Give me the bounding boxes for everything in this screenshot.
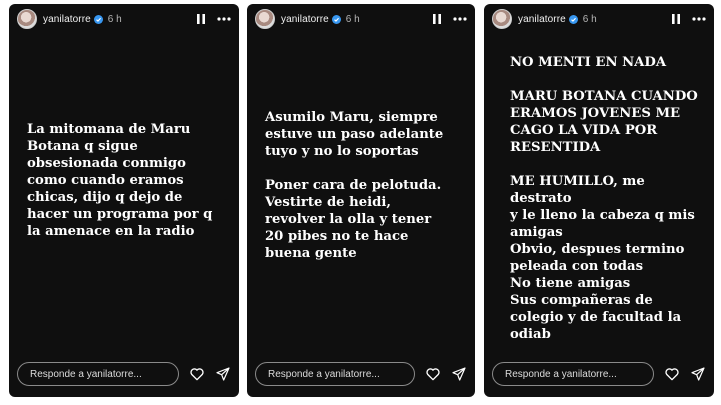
username[interactable]: yanilatorre [281, 13, 329, 25]
story-panel-1[interactable] [9, 4, 239, 397]
send-icon[interactable] [690, 366, 706, 382]
avatar[interactable] [255, 9, 275, 29]
verified-badge-icon [94, 15, 103, 24]
username[interactable]: yanilatorre [43, 13, 91, 25]
post-time: 6 h [345, 13, 360, 25]
story-header [492, 8, 706, 30]
post-time: 6 h [107, 13, 122, 25]
heart-icon[interactable] [664, 366, 680, 382]
more-options-icon[interactable] [692, 17, 706, 21]
pause-icon[interactable] [670, 13, 682, 25]
send-icon[interactable] [451, 366, 467, 382]
story-footer [17, 361, 231, 387]
heart-icon[interactable] [425, 366, 441, 382]
story-paragraph: Poner cara de pelotuda. Vestirte de heidi, revolver la olla y tener 20 pibes no te hace buena gente [265, 178, 442, 261]
avatar[interactable] [17, 9, 37, 29]
reply-input[interactable] [17, 362, 179, 386]
story-paragraph: La mitomana de Maru Botana q sigue obsesionada conmigo como cuando eramos chicas, dijo q dejo de hacer un programa por q la amenace en la radio [27, 122, 213, 239]
pause-icon[interactable] [431, 13, 443, 25]
story-text [510, 54, 704, 343]
more-options-icon[interactable] [453, 17, 467, 21]
story-paragraph: ME HUMILLO, me destrato y le lleno la cabeza q mis amigas Obvio, despues termino peleada con todas No tiene amigas Sus compañeras de colegio y de facultad la odiab [510, 174, 695, 342]
story-paragraph: Asumilo Maru, siempre estuve un paso adelante tuyo y no lo soportas [265, 110, 444, 159]
verified-badge-icon [332, 15, 341, 24]
story-footer [255, 361, 467, 387]
story-paragraph: NO MENTI EN NADA [510, 55, 667, 70]
story-text [265, 109, 465, 262]
story-text [27, 121, 229, 240]
story-panel-2[interactable] [247, 4, 475, 397]
username[interactable]: yanilatorre [518, 13, 566, 25]
avatar[interactable] [492, 9, 512, 29]
story-footer [492, 361, 706, 387]
story-panel-3[interactable] [484, 4, 714, 397]
story-header [17, 8, 231, 30]
reply-input[interactable] [492, 362, 654, 386]
verified-badge-icon [569, 15, 578, 24]
reply-input[interactable] [255, 362, 415, 386]
story-header [255, 8, 467, 30]
pause-icon[interactable] [195, 13, 207, 25]
story-paragraph: MARU BOTANA CUANDO ERAMOS JOVENES ME CAGO LA VIDA POR RESENTIDA [510, 89, 698, 155]
send-icon[interactable] [215, 366, 231, 382]
heart-icon[interactable] [189, 366, 205, 382]
more-options-icon[interactable] [217, 17, 231, 21]
post-time: 6 h [582, 13, 597, 25]
